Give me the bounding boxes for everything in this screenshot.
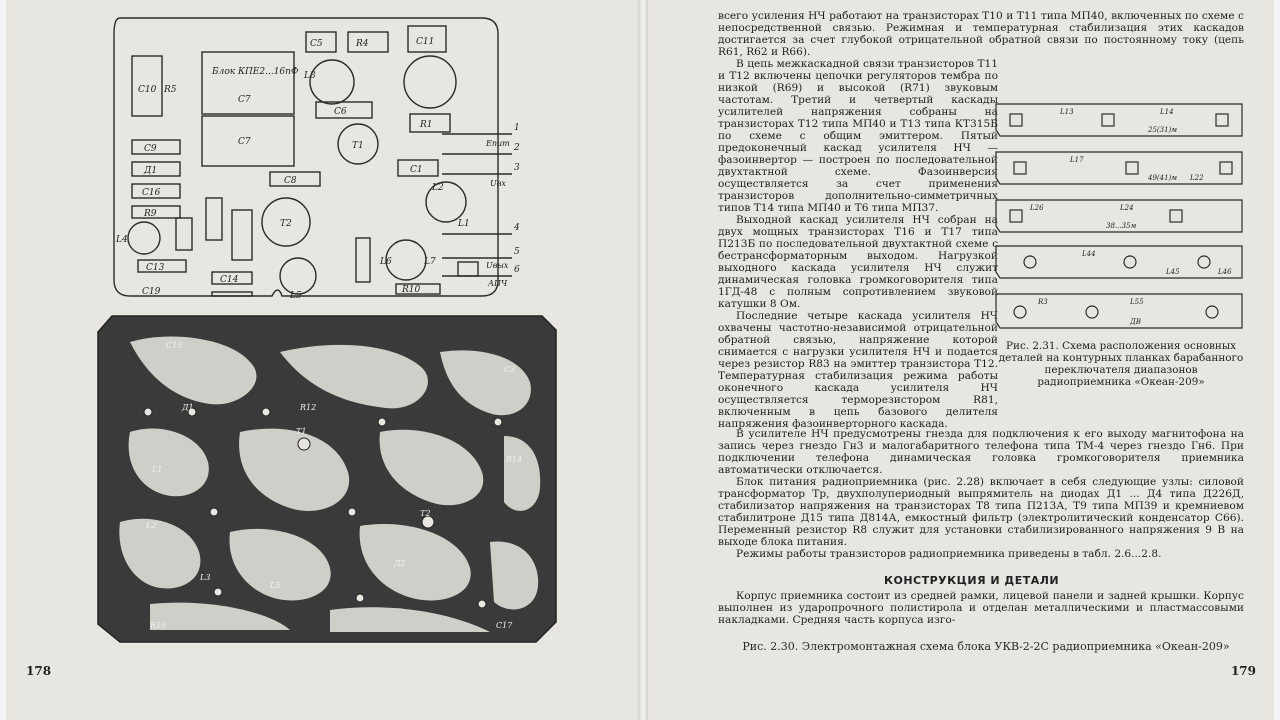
label-term2: 2 xyxy=(514,143,520,153)
label-c19: С19 xyxy=(142,287,161,297)
label-c5: С5 xyxy=(310,39,323,49)
label-term3: 3 xyxy=(514,163,520,173)
label-apch: АПЧ xyxy=(488,279,508,288)
strip1-label-a: L13 xyxy=(1060,108,1074,116)
pcb-label-r15: R15 xyxy=(150,621,167,630)
strip3-label-b: L24 xyxy=(1120,204,1134,212)
label-block: Блок КПЕ2...16пФ xyxy=(212,67,299,77)
label-term6: 6 xyxy=(514,265,520,275)
strip3-label-a: L26 xyxy=(1030,204,1044,212)
figure-2-30-caption xyxy=(726,640,1246,653)
label-r4: R4 xyxy=(356,39,369,49)
text-block-top xyxy=(718,10,1244,58)
strip2-label-c: 49(41)м xyxy=(1148,174,1178,182)
label-l6: L6 xyxy=(380,257,392,267)
component-layout-drawing xyxy=(102,12,522,302)
section-heading: КОНСТРУКЦИЯ И ДЕТАЛИ xyxy=(884,574,1060,587)
pcb-label-d1: Д1 xyxy=(182,403,194,412)
label-c14: С14 xyxy=(220,275,239,285)
left-page xyxy=(6,0,638,720)
right-page-number: 179 xyxy=(1230,664,1256,678)
label-l1: L1 xyxy=(458,219,470,229)
paragraph-4: Последние четыре каскада усилителя НЧ охвачены частотно-независимой отрицательной обратной связью, напряжение которой снимается с нагрузки усилителя НЧ и подается через резистор R83 на эмиттер транзистора Т12. Температурная стабилизация режима работы оконечного каскада усилителя НЧ осуществляется терморезистором R81, включенным в цепь базового делителя напряжения фазоинверторного каскада. xyxy=(718,310,998,430)
label-c6: С6 xyxy=(334,107,347,117)
book-gutter xyxy=(638,0,648,720)
label-c7a: С7 xyxy=(238,95,251,105)
label-c11: С11 xyxy=(416,37,435,47)
label-term4: 4 xyxy=(514,223,520,233)
strip1-label-b: L14 xyxy=(1160,108,1174,116)
paragraph-1: всего усиления НЧ работают на транзисторах Т10 и Т11 типа МП40, включенных по схеме с непосредственной связью. Режимная и температурная стабилизация этих каскадов достигается за счет глубокой отрицательной обратной связи по постоянному току (цепь R61, R62 и R66). xyxy=(718,10,1244,58)
label-r5: R5 xyxy=(164,85,177,95)
pcb-label-t1: T1 xyxy=(296,427,307,436)
strip4-label-a: L44 xyxy=(1082,250,1096,258)
label-epit: Eпит xyxy=(486,139,510,148)
label-d1: Д1 xyxy=(144,166,158,176)
paragraph-6: Блок питания радиоприемника (рис. 2.28) включает в себя следующие узлы: силовой трансформатор Тр, двухполупериодный выпрямитель на диодах Д1 ... Д4 типа Д226Д, стабилизатор напряжения на транзисторах Т8 типа П213А, Т9 типа МП39 и кремниевом стабилитроне Д15 типа Д814А, емкостный фильтр (электролитический конденсатор С66). Переменный резистор R8 служит для установки стабилизированного напряжения 9 В на выходе блока питания. xyxy=(718,476,1244,548)
text-block-narrow xyxy=(718,58,998,430)
label-l2: L2 xyxy=(432,183,444,193)
label-l5: L5 xyxy=(290,291,302,301)
paragraph-3: Выходной каскад усилителя НЧ собран на двух мощных транзисторах Т16 и Т17 типа П213Б по последовательной двухтактной схеме с бестрансформаторным выходом. Нагрузкой выходного каскада усилителя НЧ служит динамическая головка громкоговорителя типа 1ГД-48 с полным сопротивлением звуковой катушки 8 Ом. xyxy=(718,214,998,310)
paragraph-2: В цепь межкаскадной связи транзисторов Т11 и Т12 включены цепочки регуляторов тембра по низкой (R69) и высокой (R71) звуковым частотам. Третий и четвертый каскады усилителей напряжения собраны на транзисторах Т12 типа МП40 и Т13 типа КТ315Б по схеме с общим эмиттером. Пятый предоконечный каскад усилителя НЧ — фазоинвертор — построен по последовательной двухтактной схеме. Фазоинверсия осуществляется за счет применения транзисторов дополнительно-симметричных типов Т14 типа МП40 и Т6 типа МП37. xyxy=(718,58,998,214)
label-r9: R9 xyxy=(144,209,157,219)
pcb-label-c3: С3 xyxy=(504,365,516,374)
label-c9: С9 xyxy=(144,144,157,154)
label-term5: 5 xyxy=(514,247,520,257)
text-block-construction xyxy=(718,590,1244,626)
strip3-label-c: 38...35м xyxy=(1106,222,1137,230)
label-r1: R1 xyxy=(420,120,433,130)
text-block-bottom xyxy=(718,428,1244,560)
pcb-trace-drawing xyxy=(90,312,562,648)
pcb-label-r14: R14 xyxy=(506,455,523,464)
paragraph-8: Корпус приемника состоит из средней рамки, лицевой панели и задней крышки. Корпус выполнен из ударопрочного полистирола и отделан металлическими и пластмассовыми накладками. Средняя часть корпуса изго- xyxy=(718,590,1244,626)
pcb-label-c17: С17 xyxy=(496,621,513,630)
strip2-label-a: L17 xyxy=(1070,156,1084,164)
label-c8: С8 xyxy=(284,176,297,186)
strip5-label-a: R3 xyxy=(1038,298,1048,306)
pcb-label-t2: T2 xyxy=(420,509,431,518)
left-page-number: 178 xyxy=(26,664,52,678)
label-l3: L3 xyxy=(304,71,316,81)
pcb-label-l3: L3 xyxy=(200,573,211,582)
right-page xyxy=(648,0,1274,720)
label-r10: R10 xyxy=(402,285,421,295)
switch-strips-drawing xyxy=(990,100,1252,336)
figure-2-31-caption: Рис. 2.31. Схема расположения основных деталей на контурных планках барабанного переключателя диапазонов радиоприемника «Океан-209» xyxy=(998,340,1244,388)
pcb-label-l2: L2 xyxy=(146,521,157,530)
strip2-label-b: L22 xyxy=(1190,174,1204,182)
label-uvyx: Uвых xyxy=(486,261,509,270)
pcb-label-c15: С15 xyxy=(166,341,183,350)
label-uvx: Uвх xyxy=(490,179,506,188)
label-c16: С16 xyxy=(142,188,161,198)
pcb-label-d2: Д2 xyxy=(394,559,406,568)
figure-2-30-caption-text: Рис. 2.30. Электромонтажная схема блока УКВ-2-2С радиоприемника «Океан-209» xyxy=(742,640,1230,653)
label-c10: С10 xyxy=(138,85,157,95)
label-c13: С13 xyxy=(146,263,165,273)
label-l4: L4 xyxy=(116,235,128,245)
pcb-label-l5: L5 xyxy=(270,581,281,590)
paragraph-5: В усилителе НЧ предусмотрены гнезда для подключения к его выходу магнитофона на запись через гнездо Гн3 и малогабаритного телефона типа ТМ-4 через гнездо Гн6. При подключении телефона динамическая головка громкоговорителя приемника автоматически отключается. xyxy=(718,428,1244,476)
label-t1: T1 xyxy=(352,141,364,151)
pcb-label-l1: L1 xyxy=(152,465,163,474)
label-c7b: С7 xyxy=(238,137,251,147)
pcb-label-r12: R12 xyxy=(300,403,317,412)
label-term1: 1 xyxy=(514,123,520,133)
strip1-label-c: 25(31)м xyxy=(1148,126,1178,134)
strip5-label-b: L55 xyxy=(1130,298,1144,306)
strip4-label-b: L45 xyxy=(1166,268,1180,276)
label-t2: T2 xyxy=(280,219,292,229)
strip5-label-c: ДВ xyxy=(1130,318,1141,326)
paragraph-7: Режимы работы транзисторов радиоприемника приведены в табл. 2.6...2.8. xyxy=(736,548,1162,560)
label-l7: L7 xyxy=(424,257,436,267)
strip4-label-c: L46 xyxy=(1218,268,1232,276)
label-c1: С1 xyxy=(410,165,423,175)
